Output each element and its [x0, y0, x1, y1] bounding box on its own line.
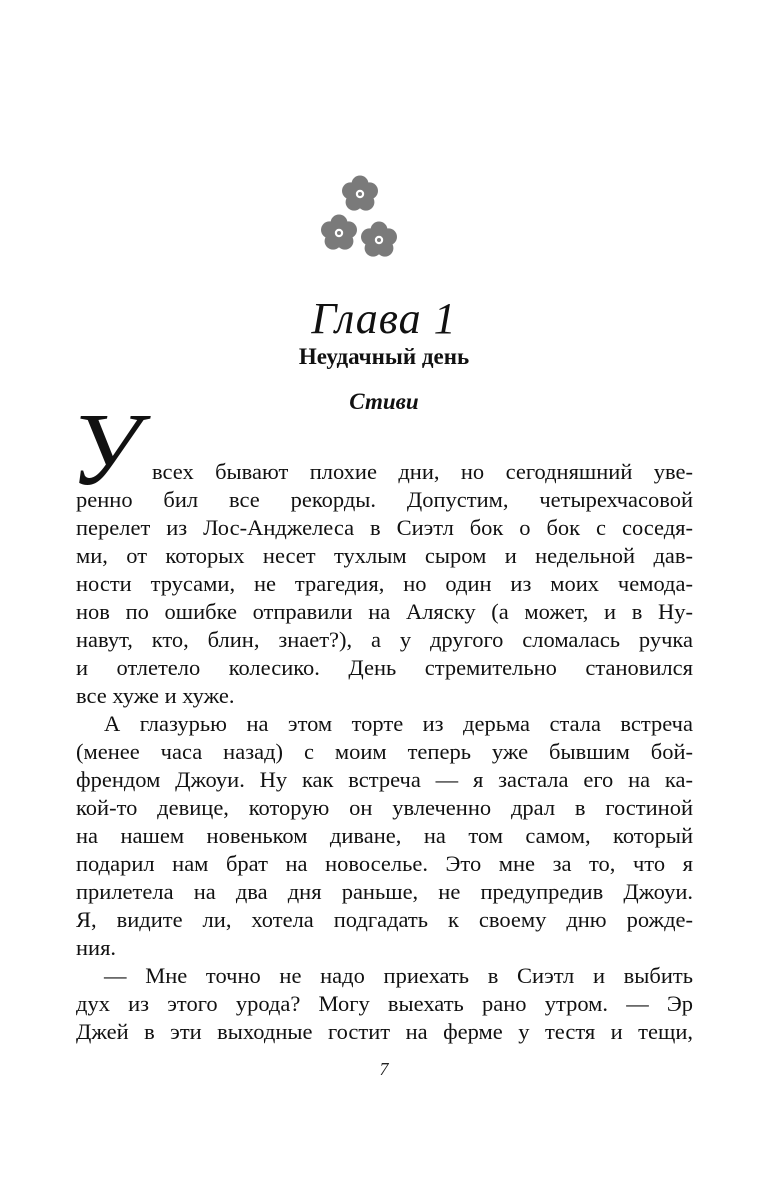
- flower-top-icon: [342, 176, 378, 211]
- text-line: и отлетело колесико. День стремительно становился: [76, 655, 693, 680]
- text-line: нов по ошибке отправили на Аляску (а может, и в Ну-: [76, 599, 693, 624]
- text-line: всех бывают плохие дни, но сегодняшний уве-: [152, 459, 693, 484]
- text-line: — Мне точно не надо приехать в Сиэтл и выбить: [104, 963, 693, 988]
- text-line: навут, кто, блин, знает?), а у другого сломалась ручка: [76, 627, 693, 652]
- flower-right-icon: [361, 222, 397, 257]
- flower-left-icon: [321, 215, 357, 250]
- text-line: на нашем новеньком диване, на том самом, который: [76, 823, 693, 848]
- drop-cap: У: [70, 392, 140, 507]
- text-line: Я, видите ли, хотела подгадать к своему дню рожде-: [76, 907, 693, 932]
- text-line: ми, от которых несет тухлым сыром и недельной дав-: [76, 543, 693, 568]
- text-line: кой-то девице, которую он увлеченно драл в гостиной: [76, 795, 693, 820]
- text-line: френдом Джоуи. Ну как встреча — я застала его на ка-: [76, 767, 693, 792]
- text-line: перелет из Лос-Анджелеса в Сиэтл бок о бок с соседя-: [76, 515, 693, 540]
- text-line: подарил нам брат на новоселье. Это мне за то, что я: [76, 851, 693, 876]
- text-line: дух из этого урода? Могу выехать рано утром. — Эр: [76, 991, 693, 1016]
- text-line: А глазурью на этом торте из дерьма стала встреча: [104, 711, 693, 736]
- flower-ornament-icon: [312, 172, 408, 264]
- text-line: прилетела на два дня раньше, не предупредив Джоуи.: [76, 879, 693, 904]
- page-number: 7: [379, 1059, 389, 1079]
- chapter-subtitle: Неудачный день: [298, 344, 470, 369]
- text-line: ния.: [76, 935, 117, 960]
- text-line: ности трусами, не трагедия, но один из моих чемода-: [76, 571, 693, 596]
- text-line: (менее часа назад) с моим теперь уже бывшим бой-: [76, 739, 693, 764]
- text-line: все хуже и хуже.: [76, 683, 235, 708]
- narrator-name: Стиви: [349, 389, 419, 414]
- text-line: Джей в эти выходные гостит на ферме у тестя и тещи,: [76, 1019, 693, 1044]
- chapter-title: Глава 1: [311, 294, 457, 343]
- text-line: ренно бил все рекорды. Допустим, четырехчасовой: [76, 487, 693, 512]
